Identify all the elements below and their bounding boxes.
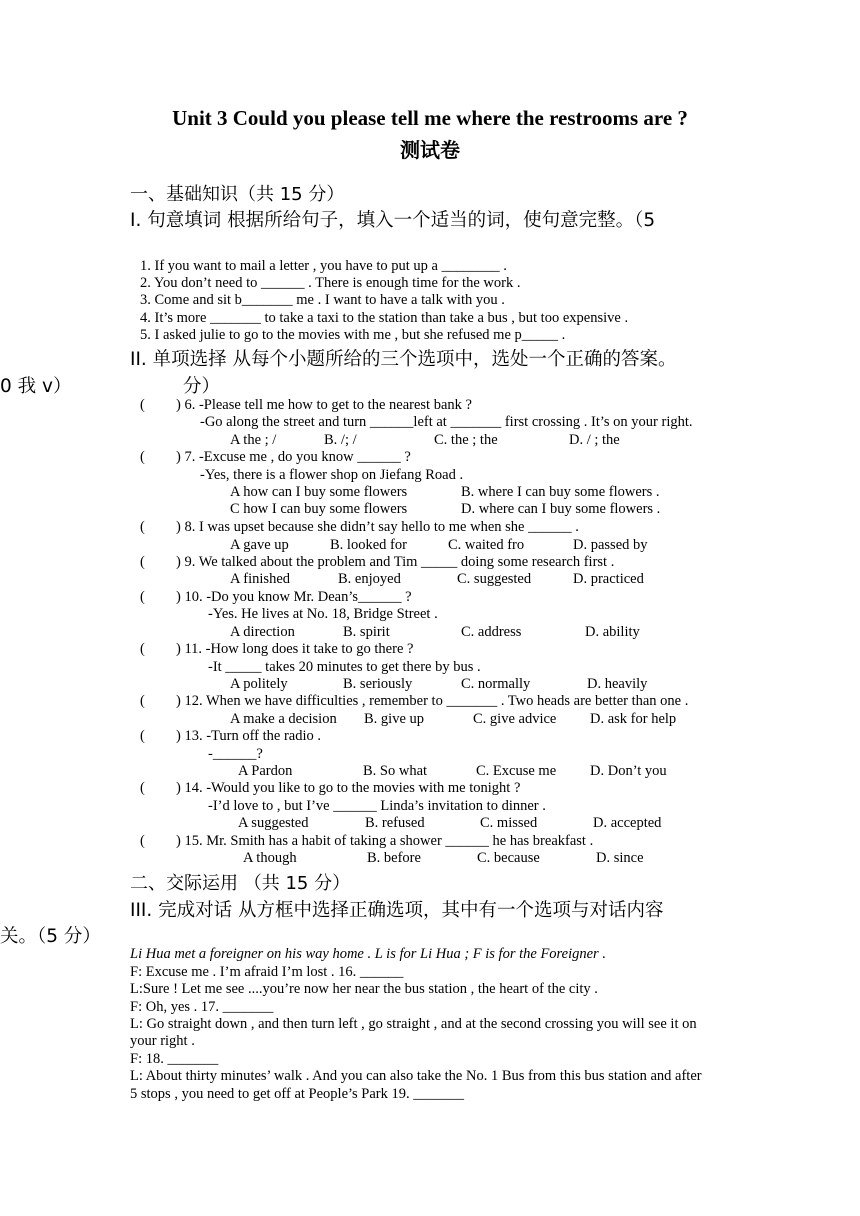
part-iii-left-fragment: 关。（5 分） — [0, 926, 101, 947]
dialogue-line: L: About thirty minutes’ walk . And you can also take the No. 1 Bus from this bus station and after — [130, 1068, 702, 1084]
dialogue-line: 5 stops , you need to get off at People’s Park 19. _______ — [130, 1086, 465, 1102]
question-text: -It _____ takes 20 minutes to get there by bus . — [208, 659, 481, 675]
answer-paren: ( — [140, 833, 145, 849]
answer-paren: ( — [140, 693, 145, 709]
option-a: A Pardon — [238, 763, 293, 779]
fill-item: 5. I asked julie to go to the movies with me , but she refused me p_____ . — [140, 327, 566, 343]
answer-paren: ( — [140, 641, 145, 657]
option-a: A finished — [230, 571, 291, 587]
dialogue-line: F: Excuse me . I’m afraid I’m lost . 16. ______ — [130, 964, 404, 980]
option-c: C. because — [477, 850, 540, 866]
option-a: A suggested — [238, 815, 309, 831]
fill-item: 4. It’s more _______ to take a taxi to the station than take a bus , but too expensive . — [140, 310, 629, 326]
document-title: Unit 3 Could you please tell me where the restrooms are ? — [172, 106, 688, 130]
option-b: B. looked for — [330, 537, 407, 553]
option-b: B. refused — [365, 815, 425, 831]
option-a: A make a decision — [230, 711, 337, 727]
document-subtitle: 测试卷 — [400, 138, 460, 162]
question-text: -Yes, there is a flower shop on Jiefang Road . — [200, 467, 464, 483]
answer-paren: ( — [140, 449, 145, 465]
fill-item: 2. You don’t need to ______ . There is enough time for the work . — [140, 275, 521, 291]
option-b: B. before — [367, 850, 421, 866]
section-heading-communication: 二、交际运用 （共 15 分） — [130, 873, 351, 894]
question-text: -Go along the street and turn ______left at _______ first crossing . It’s on your right. — [200, 414, 693, 430]
part-ii-continuation: 分） — [183, 376, 221, 397]
option-b: B. enjoyed — [338, 571, 401, 587]
question-7: ) 7. -Excuse me , do you know ______ ? — [176, 449, 411, 465]
option-c: C. Excuse me — [476, 763, 557, 779]
option-c: C. missed — [480, 815, 538, 831]
option-b: B. seriously — [343, 676, 413, 692]
part-i-title: I. 句意填词 根据所给句子，填入一个适当的词，使句意完整。（5 — [130, 210, 656, 231]
option-d: D. passed by — [573, 537, 648, 553]
option-b: B. give up — [364, 711, 425, 727]
option-c: C how I can buy some flowers — [230, 501, 408, 517]
option-a: A direction — [230, 624, 295, 640]
dialogue-line: your right . — [130, 1033, 195, 1049]
section-heading-basic-knowledge: 一、基础知识（共 15 分） — [130, 184, 345, 205]
question-text: -I’d love to , but I’ve ______ Linda’s invitation to dinner . — [208, 798, 546, 814]
option-d: D. / ; the — [569, 432, 620, 448]
question-9: ) 9. We talked about the problem and Tim _____ doing some research first . — [176, 554, 615, 570]
option-a: A the ; / — [230, 432, 277, 448]
option-a: A how can I buy some flowers — [230, 484, 408, 500]
question-11: ) 11. -How long does it take to go there ? — [176, 641, 414, 657]
question-14: ) 14. -Would you like to go to the movies with me tonight ? — [176, 780, 521, 796]
dialogue-line: F: 18. _______ — [130, 1051, 219, 1067]
option-b: B. /; / — [324, 432, 357, 448]
answer-paren: ( — [140, 397, 145, 413]
option-c: C. waited fro — [448, 537, 525, 553]
dialogue-line: L:Sure ! Let me see ....you’re now her near the bus station , the heart of the city . — [130, 981, 598, 997]
option-d: D. where can I buy some flowers . — [461, 501, 661, 517]
part-iii-title: III. 完成对话 从方框中选择正确选项，其中有一个选项与对话内容 — [130, 900, 664, 921]
question-8: ) 8. I was upset because she didn’t say hello to me when she ______ . — [176, 519, 579, 535]
option-b: B. spirit — [343, 624, 390, 640]
option-c: C. the ; the — [434, 432, 498, 448]
question-12: ) 12. When we have difficulties , remember to _______ . Two heads are better than one . — [176, 693, 689, 709]
answer-paren: ( — [140, 780, 145, 796]
dialogue-line: F: Oh, yes . 17. _______ — [130, 999, 274, 1015]
question-10: ) 10. -Do you know Mr. Dean’s______ ? — [176, 589, 412, 605]
option-a: A politely — [230, 676, 288, 692]
option-d: D. ask for help — [590, 711, 677, 727]
part-ii-title: II. 单项选择 从每个小题所给的三个选项中，选处一个正确的答案。 — [130, 349, 677, 370]
option-d: D. since — [596, 850, 644, 866]
fill-item: 3. Come and sit b_______ me . I want to have a talk with you . — [140, 292, 505, 308]
dialogue-intro: Li Hua met a foreigner on his way home . L is for Li Hua ; F is for the Foreigner . — [130, 946, 606, 962]
answer-paren: ( — [140, 728, 145, 744]
option-d: D. ability — [585, 624, 640, 640]
option-d: D. heavily — [587, 676, 648, 692]
option-b: B. So what — [363, 763, 428, 779]
option-c: C. give advice — [473, 711, 557, 727]
question-13: ) 13. -Turn off the radio . — [176, 728, 321, 744]
answer-paren: ( — [140, 519, 145, 535]
option-c: C. normally — [461, 676, 531, 692]
option-d: D. accepted — [593, 815, 662, 831]
answer-paren: ( — [140, 589, 145, 605]
dialogue-line: L: Go straight down , and then turn left , go straight , and at the second crossing you will see it on — [130, 1016, 697, 1032]
question-15: ) 15. Mr. Smith has a habit of taking a shower ______ he has breakfast . — [176, 833, 594, 849]
option-c: C. address — [461, 624, 522, 640]
option-c: C. suggested — [457, 571, 532, 587]
part-ii-left-fragment: 0 我 v） — [0, 376, 72, 397]
option-b: B. where I can buy some flowers . — [461, 484, 660, 500]
answer-paren: ( — [140, 554, 145, 570]
question-text: -______? — [208, 746, 263, 762]
option-a: A though — [243, 850, 297, 866]
option-d: D. Don’t you — [590, 763, 667, 779]
question-text: -Yes. He lives at No. 18, Bridge Street . — [208, 606, 438, 622]
fill-item: 1. If you want to mail a letter , you have to put up a ________ . — [140, 258, 507, 274]
question-6: ) 6. -Please tell me how to get to the nearest bank ? — [176, 397, 472, 413]
option-a: A gave up — [230, 537, 289, 553]
option-d: D. practiced — [573, 571, 644, 587]
